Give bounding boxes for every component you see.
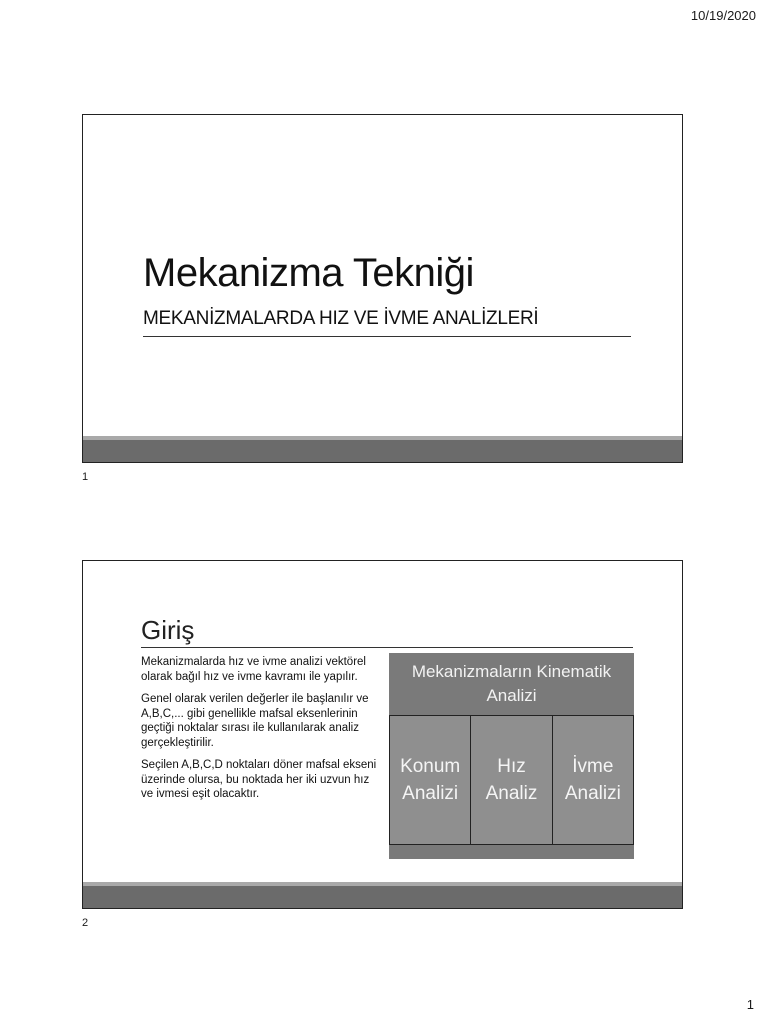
slide-2 <box>82 560 683 909</box>
slide-heading: Giriş <box>141 615 195 645</box>
diagram-header: Mekanizmaların Kinematik Analizi <box>411 662 612 705</box>
diagram-cell-konum: Konum Analizi <box>390 716 471 844</box>
page-number: 1 <box>746 997 754 1012</box>
bullet-item: Mekanizmalarda hız ve ivme analizi vektörel olarak bağıl hız ve ivme kavramı ile yapılır. <box>141 656 366 683</box>
diagram-cell-hiz: Hız Analiz <box>471 716 552 844</box>
bullet-item: Genel olarak verilen değerler ile başlanılır ve A,B,C,... gibi genellikle mafsal eksenlerinin geçtiği noktalar sırası ile kullanılarak analiz gerçekleştirilir. <box>141 693 369 749</box>
slide-1 <box>82 114 683 463</box>
page-date: 10/19/2020 <box>690 8 756 23</box>
bullet-item: Seçilen A,B,C,D noktaları döner mafsal ekseni üzerinde olursa, bu noktada her iki uzvun hız ve ivmesi eşit olacaktır. <box>141 759 377 800</box>
diagram-cell-ivme: İvme Analizi <box>553 716 633 844</box>
slide-footer-bar <box>83 882 682 908</box>
kinematic-analysis-diagram <box>389 653 634 859</box>
title-divider <box>143 336 631 337</box>
diagram-cells <box>389 715 634 845</box>
heading-divider <box>141 647 633 648</box>
slide-title: Mekanizma Tekniği <box>143 251 474 295</box>
slide-number: 2 <box>82 917 89 929</box>
slide-subtitle: MEKANİZMALARDA HIZ VE İVME ANALİZLERİ <box>143 308 539 329</box>
slide-footer-bar <box>83 436 682 462</box>
bullet-list <box>141 655 377 810</box>
slide-number: 1 <box>82 471 89 483</box>
